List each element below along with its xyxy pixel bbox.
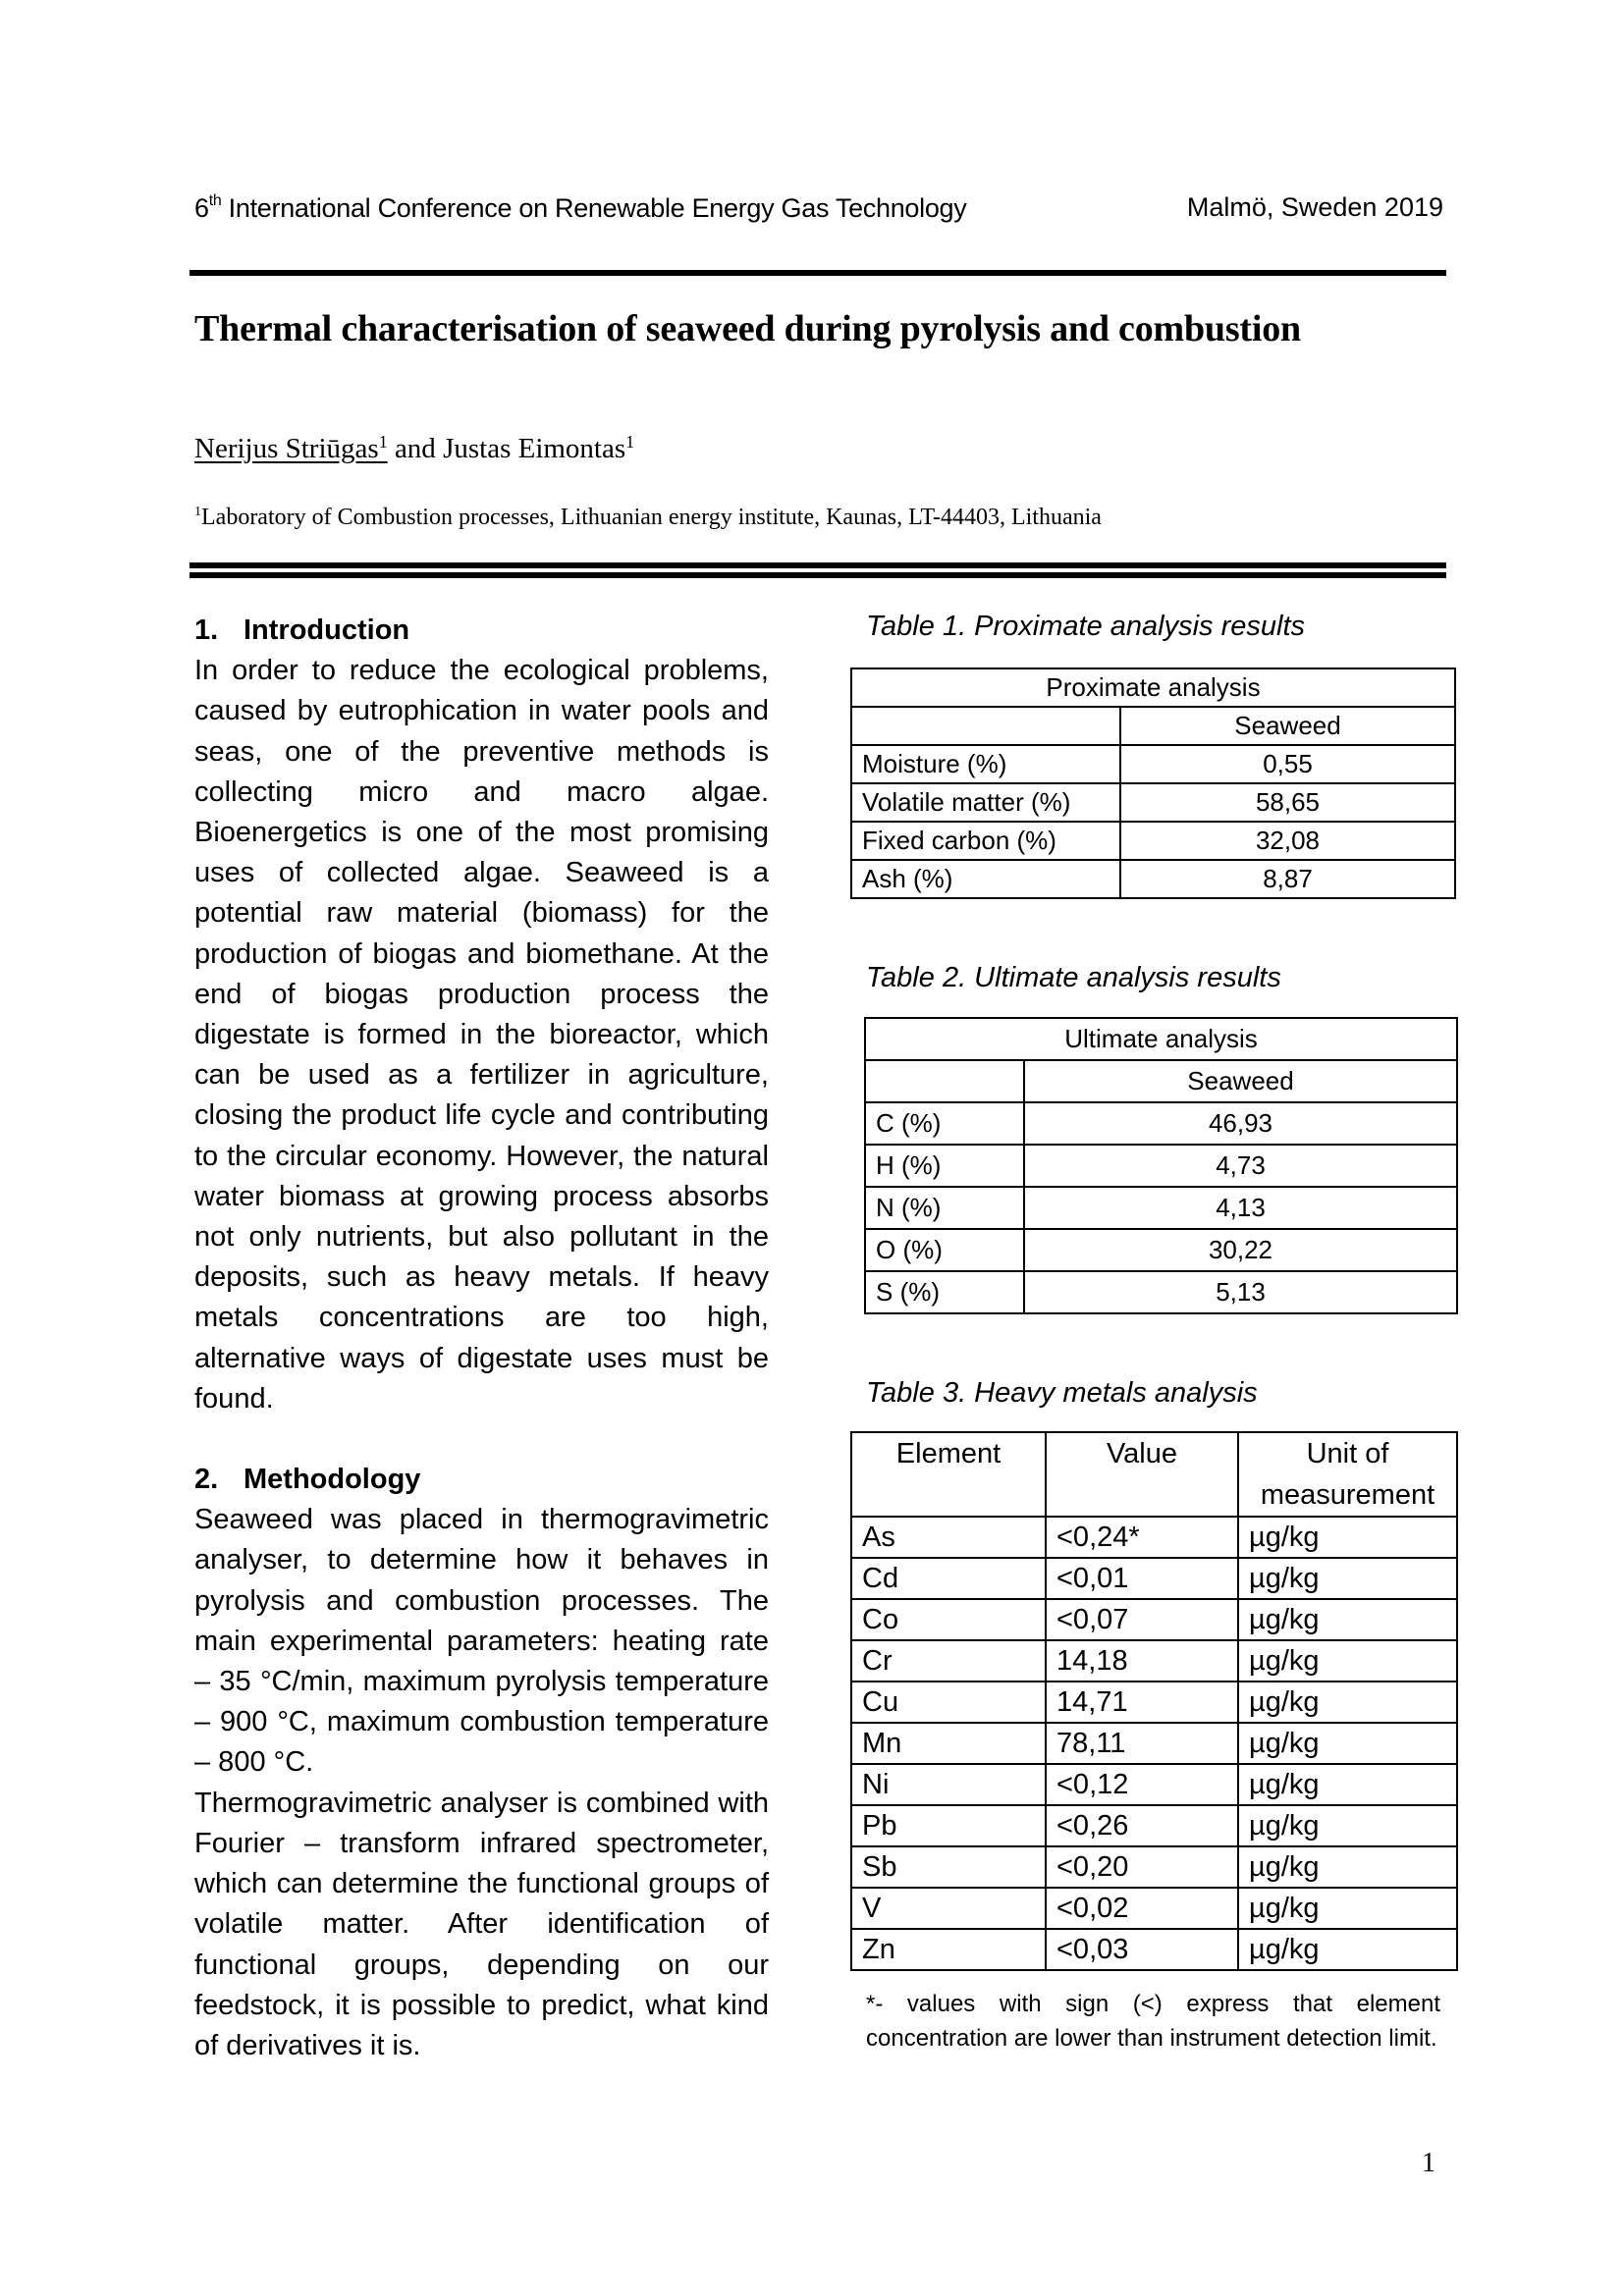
table-header-row [865,1060,1457,1102]
row-value: 32,08 [1120,822,1455,860]
table-row [865,1187,1457,1229]
value-cell: <0,24* [1046,1517,1238,1558]
section-number: 1. [194,614,219,646]
table-row [865,1102,1457,1145]
affiliation [194,505,1102,531]
table-row [865,1271,1457,1313]
value-cell: 14,18 [1046,1640,1238,1682]
author-list [194,432,634,465]
unit-cell: µg/kg [1238,1517,1457,1558]
column-header: Seaweed [1120,707,1455,745]
table-row [851,1517,1457,1558]
header-rule [189,270,1446,276]
unit-cell: µg/kg [1238,1846,1457,1888]
section-heading-introduction [194,611,769,651]
section-heading-methodology [194,1460,769,1500]
table-row [851,1888,1457,1929]
value-cell: <0,01 [1046,1558,1238,1599]
column-header: Seaweed [1024,1060,1457,1102]
row-label: H (%) [865,1145,1024,1187]
unit-cell: µg/kg [1238,1682,1457,1723]
table-row [851,1846,1457,1888]
paper-title: Thermal characterisation of seaweed during pyrolysis and combustion [194,308,1301,349]
table-row [851,1640,1457,1682]
table-2-caption: Table 2. Ultimate analysis results [866,962,1281,993]
author-name: Nerijus Striūgas [194,433,379,464]
element-cell: Sb [851,1846,1046,1888]
affiliation-text: Laboratory of Combustion processes, Lithuanian energy institute, Kaunas, LT-44403, Lithuania [201,505,1102,530]
table-header-row [851,707,1455,745]
ordinal-suffix: th [208,192,222,209]
row-label: Ash (%) [851,860,1120,898]
unit-cell: µg/kg [1238,1805,1457,1846]
unit-cell: µg/kg [1238,1764,1457,1805]
row-label: Moisture (%) [851,745,1120,783]
row-value: 30,22 [1024,1229,1457,1271]
table-row [851,1929,1457,1970]
row-value: 8,87 [1120,860,1455,898]
table-row [851,822,1455,860]
table-header-row [851,1432,1457,1517]
element-cell: Co [851,1599,1046,1640]
section-number: 2. [194,1464,219,1496]
table-row [851,745,1455,783]
element-cell: Pb [851,1805,1046,1846]
table-row [851,1764,1457,1805]
table-title-row [851,668,1455,707]
row-value: 5,13 [1024,1271,1457,1313]
column-header-value: Value [1046,1432,1238,1517]
methodology-paragraph: Seaweed was placed in thermogravimetric analyser, to determine how it behaves in pyrolysis and combustion processes. The main experimental parameters: heating rate – 35 °C/min, maximum pyrolysis temperature – 900 °C, maximum combustion temperature – 800 °C. [194,1504,769,1779]
column-header-unit: Unit of measurement [1238,1432,1457,1517]
value-cell: <0,03 [1046,1929,1238,1970]
row-label: N (%) [865,1187,1024,1229]
unit-cell: µg/kg [1238,1929,1457,1970]
table-row [851,1599,1457,1640]
element-cell: As [851,1517,1046,1558]
page-number: 1 [1422,2148,1435,2178]
table-row [851,1558,1457,1599]
column-header-element: Element [851,1432,1046,1517]
element-cell: Ni [851,1764,1046,1805]
unit-cell: µg/kg [1238,1888,1457,1929]
table-3-footnote: *- values with sign (<) express that element concentration are lower than instrument detection limit. [866,1991,1440,2052]
element-cell: Mn [851,1723,1046,1764]
element-cell: V [851,1888,1046,1929]
running-header [194,192,1443,232]
unit-cell: µg/kg [1238,1599,1457,1640]
ultimate-analysis-table [864,1017,1458,1314]
empty-header-cell [865,1060,1024,1102]
table-3-caption: Table 3. Heavy metals analysis [866,1377,1258,1409]
methodology-paragraph: Thermogravimetric analyser is combined with Fourier – transform infrared spectrometer, which can determine the functional groups of volatile matter. After identification of functional groups, depending on our feedstock, it is possible to predict, what kind of derivatives it is. [194,1787,769,2061]
row-label: S (%) [865,1271,1024,1313]
proximate-analysis-table [850,667,1456,899]
value-cell: <0,20 [1046,1846,1238,1888]
table-row [851,860,1455,898]
author-presenting [194,433,388,464]
conference-ordinal: 6 [194,193,209,223]
author-name: Justas Eimontas [443,433,626,464]
unit-cell: µg/kg [1238,1640,1457,1682]
conference-name: International Conference on Renewable Energy Gas Technology [221,193,967,223]
table-title: Proximate analysis [851,668,1455,707]
element-cell: Cu [851,1682,1046,1723]
value-cell: <0,07 [1046,1599,1238,1640]
conference-title [194,192,966,224]
table-title-row [865,1018,1457,1060]
element-cell: Cd [851,1558,1046,1599]
value-cell: <0,26 [1046,1805,1238,1846]
row-value: 46,93 [1024,1102,1457,1145]
value-cell: <0,12 [1046,1764,1238,1805]
table-row [865,1145,1457,1187]
value-cell: 78,11 [1046,1723,1238,1764]
title-double-rule-top [189,562,1446,568]
unit-cell: µg/kg [1238,1558,1457,1599]
conference-location-year: Malmö, Sweden 2019 [1186,192,1443,222]
row-label: C (%) [865,1102,1024,1145]
section-title: Introduction [244,614,410,646]
row-label: Fixed carbon (%) [851,822,1120,860]
table-title: Ultimate analysis [865,1018,1457,1060]
value-cell: <0,02 [1046,1888,1238,1929]
element-cell: Cr [851,1640,1046,1682]
row-label: Volatile matter (%) [851,783,1120,822]
table-row [865,1229,1457,1271]
table-row [851,1805,1457,1846]
table-row [851,1723,1457,1764]
row-value: 4,13 [1024,1187,1457,1229]
author-separator: and [394,433,444,464]
table-row [851,1682,1457,1723]
section-title: Methodology [244,1464,421,1496]
body-left-column [194,611,769,2066]
row-value: 0,55 [1120,745,1455,783]
value-cell: 14,71 [1046,1682,1238,1723]
empty-header-cell [851,707,1120,745]
unit-cell: µg/kg [1238,1723,1457,1764]
row-value: 4,73 [1024,1145,1457,1187]
section-gap [194,1419,769,1460]
affiliation-mark: 1 [625,432,635,452]
row-value: 58,65 [1120,783,1455,822]
title-double-rule-bottom [189,572,1446,578]
row-label: O (%) [865,1229,1024,1271]
heavy-metals-table [850,1431,1458,1971]
affiliation-mark: 1 [194,505,201,519]
affiliation-mark: 1 [378,432,388,452]
table-1-caption: Table 1. Proximate analysis results [866,611,1306,642]
table-row [851,783,1455,822]
element-cell: Zn [851,1929,1046,1970]
introduction-paragraph: In order to reduce the ecological problems, caused by eutrophication in water pools and seas, one of the preventive methods is collecting micro and macro algae. Bioenergetics is one of the most promising uses of collected algae. Seaweed is a potential raw material (biomass) for the production of biogas and biomethane. At the end of biogas production process the digestate is formed in the bioreactor, which can be used as a fertilizer in agriculture, closing the product life cycle and contributing to the circular economy. However, the natural water biomass at growing process absorbs not only nutrients, but also pollutant in the deposits, such as heavy metals. If heavy metals concentrations are too high, alternative ways of digestate uses must be found. [194,655,769,1415]
